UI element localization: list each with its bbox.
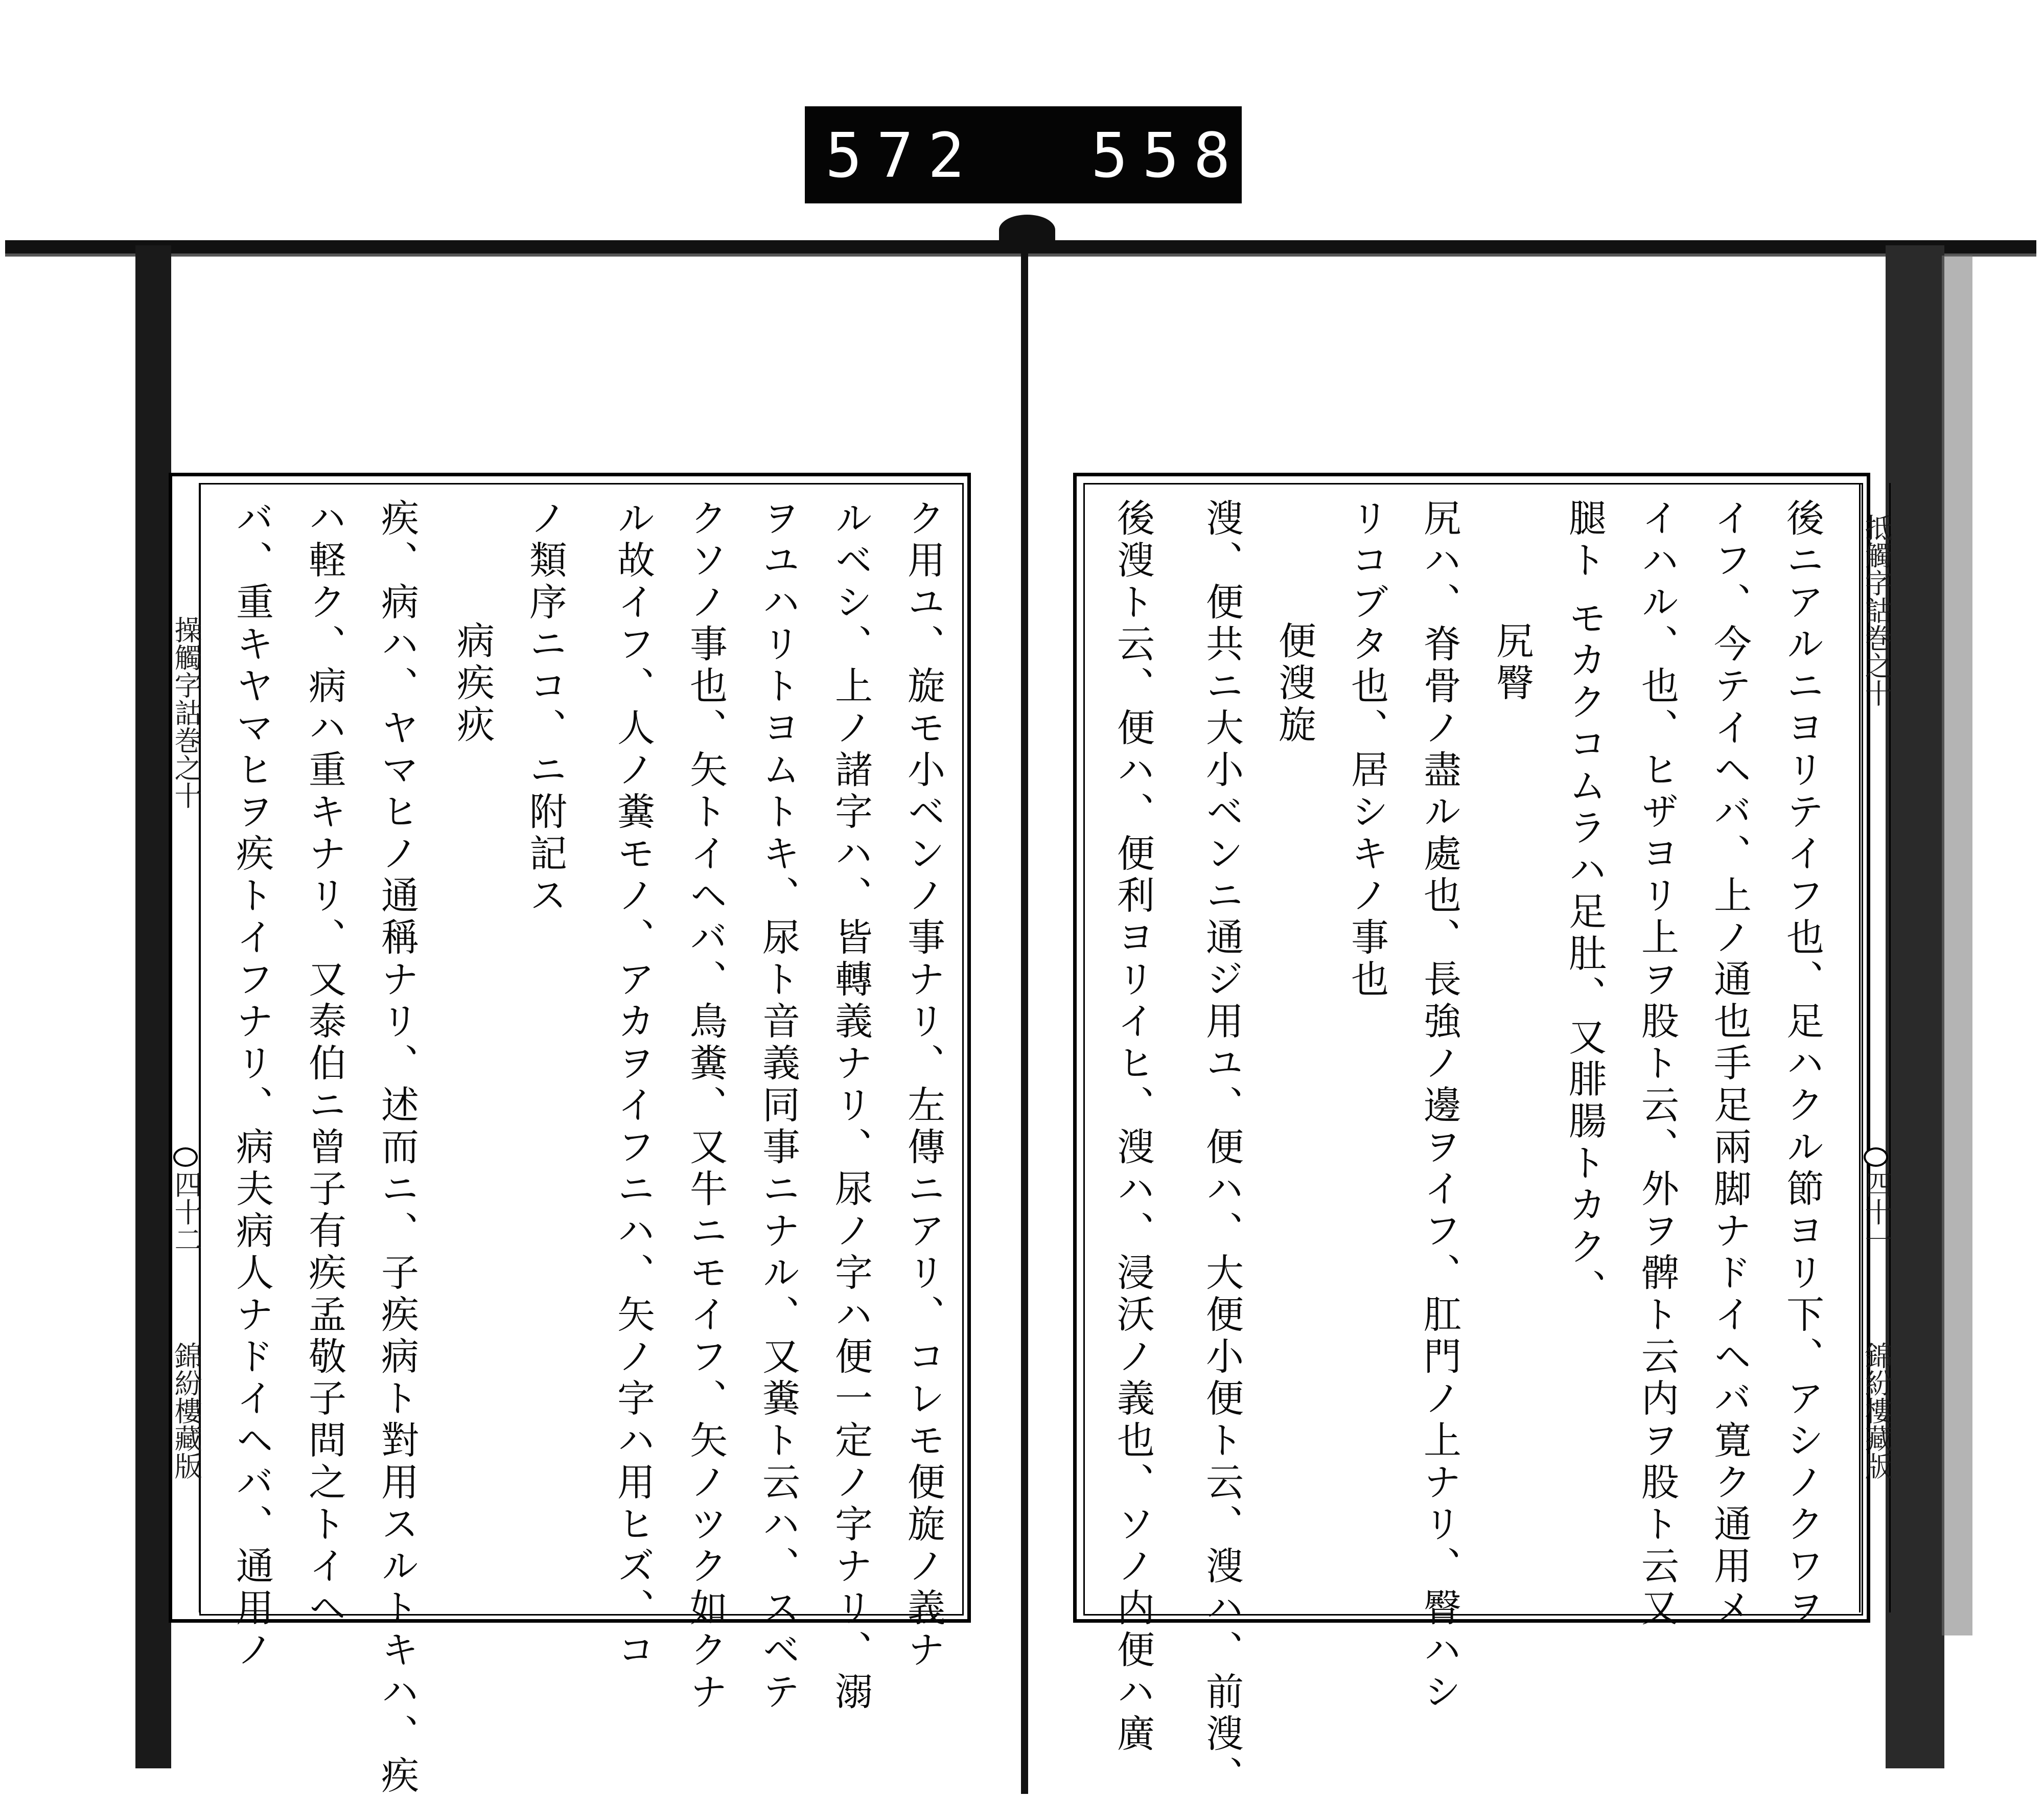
left-text-column-5: ル故イフ、人ノ糞モノ、アカヲイフニハ、矢ノ字ハ用ヒズ、コ <box>611 498 655 1672</box>
left-margin-publisher: 錦紛樓藏版 <box>170 1342 202 1480</box>
right-text-column-7: 溲、便共ニ大小ベンニ通ジ用ユ、便ハ、大便小便ト云、溲ハ、前溲、 <box>1200 498 1244 1797</box>
right-text-column-6: リコブタ也、居シキノ事也 <box>1345 498 1389 1001</box>
right-margin-page: 四十一 <box>1861 1170 1893 1253</box>
left-page-edge <box>135 245 171 1768</box>
right-margin-title: 抵觸字詁巻之十 <box>1861 514 1893 707</box>
left-scan-number: 572 <box>825 121 979 192</box>
right-page-edge <box>1886 245 1944 1768</box>
right-text-column-1: 後ニアルニヨリテイフ也、足ハクル節ヨリ下、アシノクワヲ <box>1780 498 1824 1630</box>
fish-tail-mark <box>173 1147 198 1167</box>
right-page-margin-column <box>1859 483 1891 1612</box>
right-scan-number: 558. <box>1091 121 1296 192</box>
left-margin-title: 操觸字詁巻之十 <box>170 616 202 809</box>
right-text-column-2: イフ、今テイヘバ、上ノ通也手足兩脚ナドイヘバ寛ク通用メ <box>1708 498 1752 1630</box>
left-heading-1: 病疾疢 <box>451 621 495 747</box>
book-gutter <box>1021 240 1028 1794</box>
left-text-column-2: ルベシ、上ノ諸字ハ、皆轉義ナリ、尿ノ字ハ便一定ノ字ナリ、溺 <box>829 498 873 1714</box>
left-text-column-7: 疾、病ハ、ヤマヒノ通稱ナリ、述而ニ、子疾病ト對用スルトキハ、疾 <box>375 498 419 1797</box>
scan-number-label <box>805 106 1296 203</box>
right-text-column-5: 尻ハ、脊骨ノ盡ル處也、長強ノ邊ヲイフ、肛門ノ上ナリ、臀ハシ <box>1418 498 1461 1714</box>
right-heading-2: 便溲旋 <box>1272 621 1316 747</box>
left-text-column-8: ハ軽ク、病ハ重キナリ、又泰伯ニ曾子有疾孟敬子問之トイヘ <box>303 498 346 1630</box>
right-text-column-4: 腿ト モカクコムラハ足肚、又腓腸トカク、 <box>1563 498 1607 1311</box>
left-text-column-3: ヲユハリトヨムトキ、尿ト音義同事ニナル、又糞ト云ハ、スベテ <box>756 498 800 1714</box>
left-text-column-4: クソノ事也、矢トイヘバ、鳥糞、又牛ニモイフ、矢ノツク如クナ <box>684 498 728 1714</box>
fish-tail-mark <box>1864 1147 1888 1167</box>
left-margin-page: 四十二 <box>170 1170 202 1253</box>
right-text-column-8: 後溲ト云、便ハ、便利ヨリイヒ、溲ハ、浸沃ノ義也、ソノ内便ハ廣 <box>1111 498 1155 1756</box>
left-page-margin-column <box>169 483 200 1612</box>
right-text-column-3: イハル、也、ヒザヨリ上ヲ股ト云、外ヲ髀ト云内ヲ股ト云又 <box>1635 498 1679 1630</box>
left-text-column-9: バ、重キヤマヒヲ疾トイフナリ、病夫病人ナドイヘバ、通用ノ <box>230 498 274 1672</box>
left-text-column-6: ノ類序ニコ、ニ附記ス <box>523 498 567 917</box>
right-margin-publisher: 錦紛樓藏版 <box>1861 1342 1893 1480</box>
left-text-column-1: ク用ユ、旋モ小ベンノ事ナリ、左傳ニアリ、コレモ便旋ノ義ナ <box>901 498 945 1672</box>
right-heading-1: 尻臀 <box>1490 621 1534 705</box>
right-page-shadow <box>1942 256 1972 1635</box>
